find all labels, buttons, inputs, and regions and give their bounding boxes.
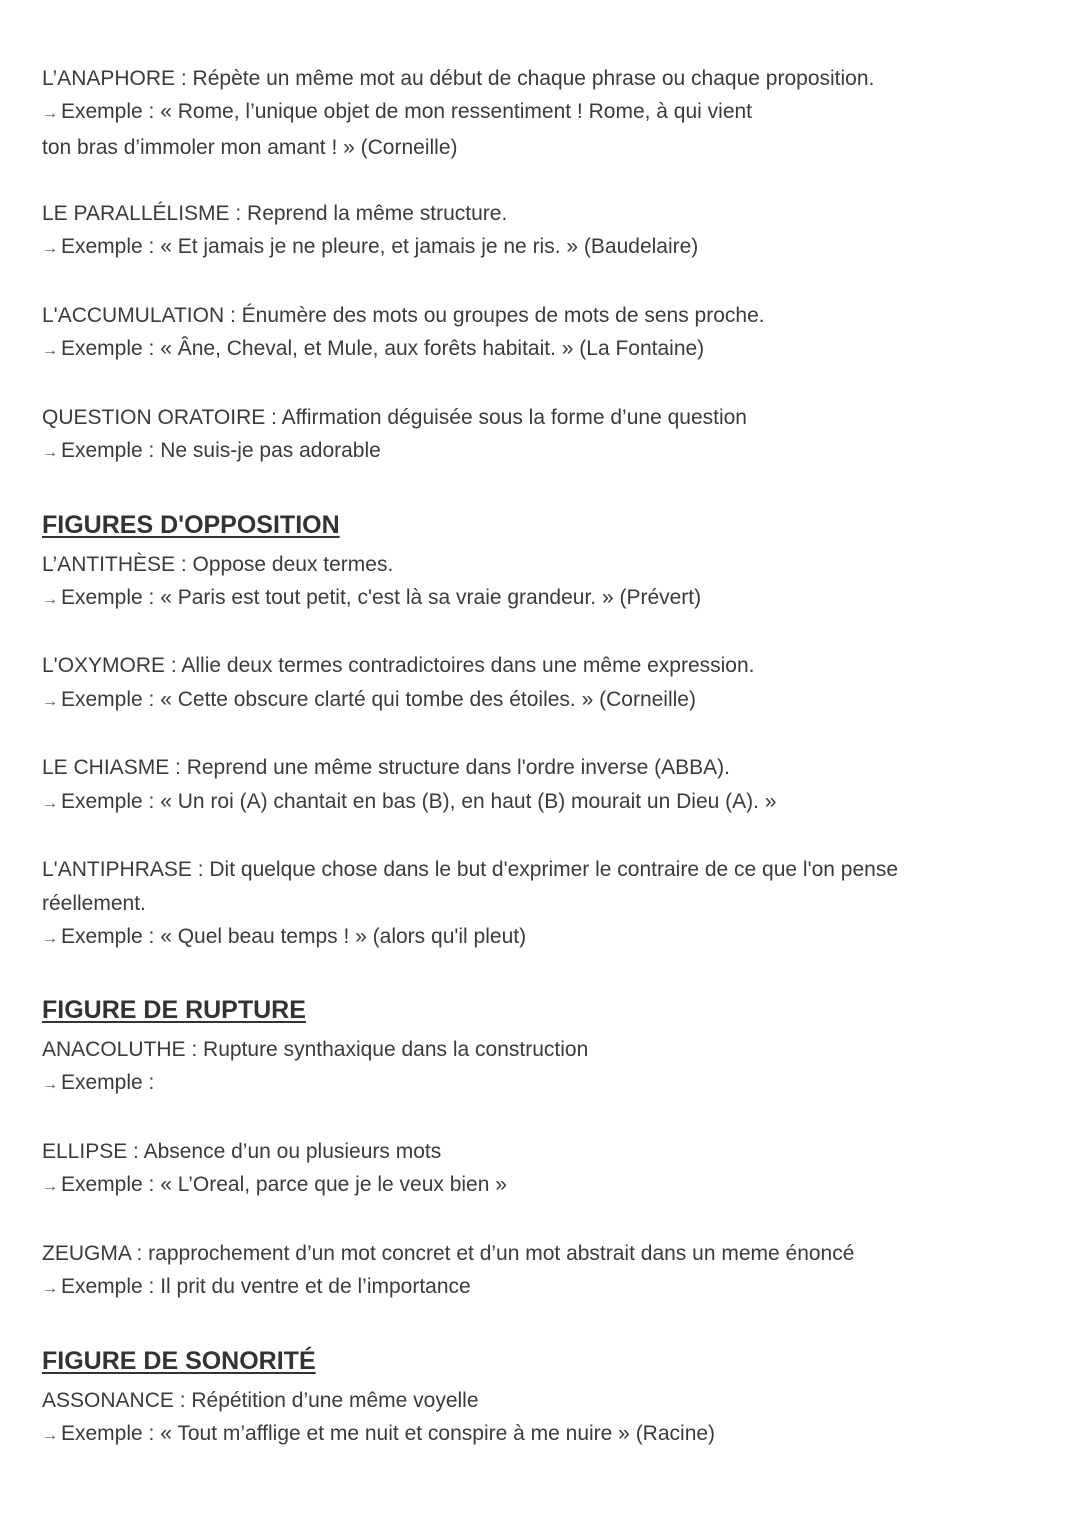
example-line: → Exemple : « Cette obscure clarté qui tombe des étoiles. » (Corneille) <box>42 683 1038 718</box>
term-definition: L'ACCUMULATION : Énumère des mots ou groupes de mots de sens proche. <box>42 304 765 328</box>
entry-assonance <box>42 1384 1038 1453</box>
entry-question-oratoire <box>42 401 1038 470</box>
term-definition: QUESTION ORATOIRE : Affirmation déguisée sous la forme d’une question <box>42 405 747 429</box>
term-definition: ELLIPSE : Absence d’un ou plusieurs mots <box>42 1140 442 1164</box>
term-definition: L’ANTITHÈSE : Oppose deux termes. <box>42 552 394 576</box>
entry-oxymore <box>42 649 1038 718</box>
term-definition: L'OXYMORE : Allie deux termes contradictoires dans une même expression. <box>42 654 755 678</box>
entry-antiphrase <box>42 853 1038 955</box>
right-arrow-icon: → <box>42 1280 58 1298</box>
right-arrow-icon: → <box>42 692 58 710</box>
entry-antithese <box>42 548 1038 617</box>
entry-anaphore <box>42 62 1038 164</box>
section-title-opposition: FIGURES D'OPPOSITION <box>42 510 340 539</box>
right-arrow-icon: → <box>42 590 58 608</box>
section-title-rupture: FIGURE DE RUPTURE <box>42 996 306 1025</box>
right-arrow-icon: → <box>42 1178 58 1196</box>
term-definition: LE PARALLÉLISME : Reprend la même structure. <box>42 202 508 226</box>
example-line: → Exemple : « Paris est tout petit, c'est là sa vraie grandeur. » (Prévert) <box>42 581 1038 616</box>
right-arrow-icon: → <box>42 105 58 123</box>
term-definition: L'ANTIPHRASE : Dit quelque chose dans le but d'exprimer le contraire de ce que l'on pense <box>42 858 898 882</box>
example-line: → Exemple : « L’Oreal, parce que je le veux bien » <box>42 1168 1038 1203</box>
right-arrow-icon: → <box>42 929 58 947</box>
right-arrow-icon: → <box>42 1076 58 1094</box>
section-title-sonorite: FIGURE DE SONORITÉ <box>42 1346 316 1375</box>
term-definition: L’ANAPHORE : Répète un même mot au début de chaque phrase ou chaque proposition. <box>42 67 875 90</box>
example-line: → Exemple : « Un roi (A) chantait en bas (B), en haut (B) mourait un Dieu (A). » <box>42 785 1038 820</box>
right-arrow-icon: → <box>42 342 58 360</box>
right-arrow-icon: → <box>42 794 58 812</box>
example-line: → Exemple : « Âne, Cheval, et Mule, aux forêts habitait. » (La Fontaine) <box>42 332 1038 367</box>
example-line: → Exemple : Ne suis-je pas adorable <box>42 434 1038 469</box>
example-line: → Exemple : Il prit du ventre et de l’importance <box>42 1270 1038 1305</box>
right-arrow-icon: → <box>42 444 58 462</box>
example-line: → Exemple : <box>42 1066 1038 1101</box>
entry-accumulation <box>42 299 1038 368</box>
example-line: → Exemple : « Et jamais je ne pleure, et jamais je ne ris. » (Baudelaire) <box>42 230 1038 265</box>
example-line: → Exemple : « Tout m’afflige et me nuit et conspire à me nuire » (Racine) <box>42 1417 1038 1452</box>
term-definition: ASSONANCE : Répétition d’une même voyelle <box>42 1388 479 1412</box>
right-arrow-icon: → <box>42 240 58 258</box>
term-definition: ZEUGMA : rapprochement d’un mot concret et d’un mot abstrait dans un meme énoncé <box>42 1241 855 1265</box>
example-line: → Exemple : « Quel beau temps ! » (alors qu'il pleut) <box>42 920 1038 955</box>
term-definition: ANACOLUTHE : Rupture synthaxique dans la construction <box>42 1038 589 1062</box>
entry-parallelisme <box>42 197 1038 266</box>
entry-ellipse <box>42 1135 1038 1204</box>
right-arrow-icon: → <box>42 1426 58 1444</box>
term-definition-continued: réellement. <box>42 891 146 915</box>
entry-anacoluthe <box>42 1033 1038 1102</box>
example-line: → Exemple : « Rome, l’unique objet de mon ressentiment ! Rome, à qui vient <box>42 95 1038 130</box>
entry-zeugma <box>42 1237 1038 1306</box>
example-line-continued: ton bras d’immoler mon amant ! » (Corneille) <box>42 135 458 159</box>
term-definition: LE CHIASME : Reprend une même structure dans l'ordre inverse (ABBA). <box>42 756 730 780</box>
entry-chiasme <box>42 751 1038 820</box>
